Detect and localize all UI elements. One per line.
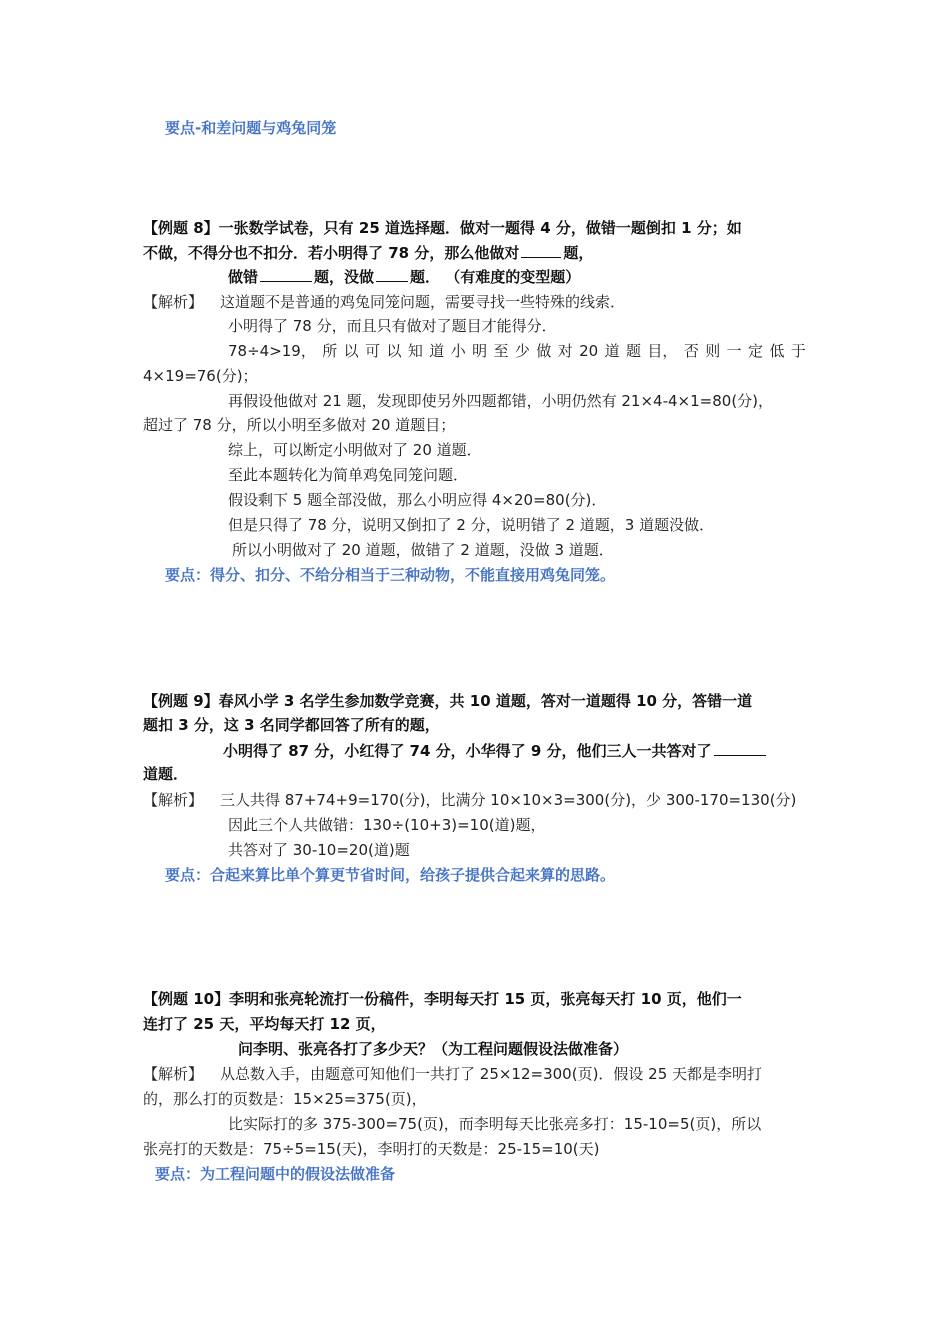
ex8-solution-line-3-word: 78÷4>19，	[228, 342, 316, 360]
ex8-solution-line-3-justified	[228, 340, 806, 362]
ex10-question-line-2: 连打了 25 天，平均每天打 12 页，	[143, 1015, 386, 1033]
ex8-solution-line-3-word: 做	[536, 342, 552, 360]
ex9-question-line-4: 道题．	[143, 765, 189, 783]
ex9-key-point: 要点：合起来算比单个算更节省时间，给孩子提供合起来算的思路。	[165, 866, 616, 884]
ex8-solution-line-3-word: 所	[322, 342, 338, 360]
ex8-solution-line-7: 假设剩下 5 题全部没做，那么小明应得 4×20=80(分)．	[228, 491, 607, 509]
ex8-solution-line-3-word: 可	[365, 342, 381, 360]
ex8-solution-line-4-wrap: 超过了 78 分，所以小明至多做对 20 道题目；	[143, 416, 456, 434]
ex8-solution-line-3-word: 低	[769, 342, 785, 360]
answer-blank-total-correct	[714, 739, 766, 756]
ex8-question-line-1: 【例题 8】一张数学试卷，只有 25 道选择题．做对一题得 4 分，做错一题倒扣 1 分；如	[143, 219, 742, 237]
ex8-solution-line-3-word: 一	[726, 342, 742, 360]
ex8-solution-line-5: 综上，可以断定小明做对了 20 道题．	[228, 441, 482, 459]
ex9-question-line-2: 题扣 3 分，这 3 名同学都回答了所有的题，	[143, 716, 440, 734]
ex8-solution-line-3-word: 知	[407, 342, 423, 360]
ex8-solution-line-3-word: 于	[790, 342, 806, 360]
ex8-question-line-2: 不做，不得分也不扣分．若小明得了 78 分，那么他做对 题，	[143, 241, 593, 264]
answer-blank-skipped	[376, 265, 408, 282]
ex8-solution-line-3-word: 道	[604, 342, 620, 360]
ex10-question-line-3: 问李明、张亮各打了多少天？（为工程问题假设法做准备）	[238, 1040, 629, 1058]
ex8-key-point: 要点：得分、扣分、不给分相当于三种动物，不能直接用鸡兔同笼。	[165, 566, 616, 584]
ex8-solution-line-1: 这道题不是普通的鸡兔同笼问题，需要寻找一些特殊的线索．	[220, 293, 626, 311]
ex8-solution-label: 【解析】	[143, 293, 204, 311]
ex8-solution-line-3-word: 以	[386, 342, 402, 360]
ex9-solution-line-2: 因此三个人共做错：130÷(10+3)=10(道)题，	[228, 816, 546, 834]
ex8-question-line-3: 做错 题，没做 题． （有难度的变型题）	[228, 265, 580, 288]
ex10-solution-line-2: 比实际打的多 375-300=75(页)，而李明每天比张亮多打：15-10=5(页)，所以	[228, 1115, 762, 1133]
ex8-solution-line-3-word: 对	[557, 342, 573, 360]
ex9-question-line-3: 小明得了 87 分，小红得了 74 分，小华得了 9 分，他们三人一共答对了	[223, 739, 768, 762]
ex8-solution-line-3-word: 明	[472, 342, 488, 360]
ex8-solution-line-3-word: 题	[626, 342, 642, 360]
ex10-solution-line-1: 从总数入手，由题意可知他们一共打了 25×12=300(页)．假设 25 天都是李明打	[220, 1065, 763, 1083]
ex9-solution-label: 【解析】	[143, 791, 204, 809]
ex8-solution-line-3-word: 小	[450, 342, 466, 360]
answer-blank-correct	[521, 241, 561, 258]
ex10-solution-label: 【解析】	[143, 1065, 204, 1083]
ex8-solution-line-6: 至此本题转化为简单鸡兔同笼问题．	[228, 466, 469, 484]
ex8-solution-line-4: 再假设他做对 21 题，发现即使另外四题都错，小明仍然有 21×4-4×1=80(分)，	[228, 392, 774, 410]
ex8-solution-line-2: 小明得了 78 分，而且只有做对了题目才能得分．	[228, 317, 557, 335]
ex8-solution-line-3-word: 少	[514, 342, 530, 360]
ex8-solution-line-3-word: 至	[493, 342, 509, 360]
ex9-question-line-1: 【例题 9】春风小学 3 名学生参加数学竞赛，共 10 道题，答对一道题得 10 分，答错一道	[143, 692, 753, 710]
ex8-solution-line-3-word: 定	[748, 342, 764, 360]
ex9-solution-line-3: 共答对了 30-10=20(道)题	[228, 841, 410, 859]
ex10-solution-line-1-wrap: 的，那么打的页数是：15×25=375(页)，	[143, 1090, 427, 1108]
ex8-solution-line-3-word: 否	[683, 342, 699, 360]
ex9-solution-line-1: 三人共得 87+74+9=170(分)，比满分 10×10×3=300(分)，少 300-170=130(分)	[220, 791, 797, 809]
ex8-solution-line-8: 但是只得了 78 分，说明又倒扣了 2 分，说明错了 2 道题，3 道题没做．	[228, 516, 715, 534]
answer-blank-wrong	[260, 265, 312, 282]
page-heading: 要点-和差问题与鸡兔同笼	[165, 119, 337, 137]
ex8-solution-line-3-word: 目，	[647, 342, 678, 360]
ex8-solution-line-3	[228, 340, 806, 362]
ex10-solution-line-2-wrap: 张亮打的天数是：75÷5=15(天)，李明打的天数是：25-15=10(天)	[143, 1140, 600, 1158]
ex8-solution-line-3-word: 20	[579, 342, 599, 360]
ex8-solution-line-3-word: 以	[343, 342, 359, 360]
ex8-solution-line-9: 所以小明做对了 20 道题，做错了 2 道题，没做 3 道题．	[232, 541, 614, 559]
ex10-key-point: 要点：为工程问题中的假设法做准备	[155, 1165, 396, 1183]
ex8-solution-line-3-wrap: 4×19=76(分)；	[143, 367, 258, 385]
ex8-solution-line-3-word: 则	[705, 342, 721, 360]
ex10-question-line-1: 【例题 10】李明和张亮轮流打一份稿件，李明每天打 15 页，张亮每天打 10 页，他们一	[143, 990, 742, 1008]
ex8-solution-line-3-word: 道	[429, 342, 445, 360]
